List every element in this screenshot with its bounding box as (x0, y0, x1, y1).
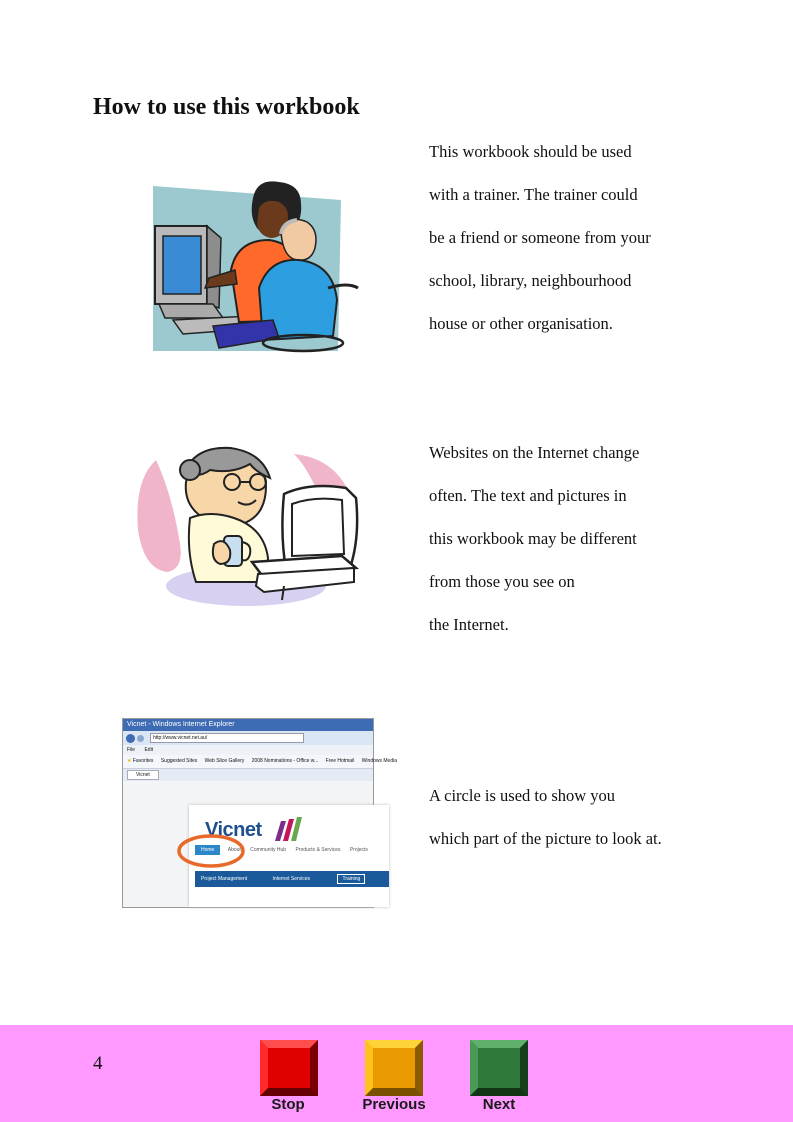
page-number: 4 (93, 1053, 103, 1074)
trainer-text (429, 142, 759, 357)
nav-community-hub: Community Hub (250, 847, 287, 853)
highlight-circle (173, 831, 253, 877)
trainer-clipart (153, 178, 358, 351)
favorites-star-icon: ★ (127, 758, 132, 764)
nav-products: Products & Services (295, 847, 341, 853)
woman-computer-clipart (134, 444, 366, 608)
page-title: How to use this workbook (93, 94, 360, 120)
stop-label[interactable]: Stop (271, 1096, 305, 1113)
text-line: with a trainer. The trainer could (429, 185, 638, 204)
subnav-project-management: Project Management (201, 876, 248, 882)
text-line: be a friend or someone from your (429, 228, 651, 247)
text-line: Websites on the Internet change (429, 443, 640, 462)
menu-bar (123, 745, 373, 755)
address-field: http://www.vicnet.net.au/ (150, 733, 304, 743)
tab-vicnet: Vicnet (127, 770, 159, 780)
text-line: often. The text and pictures in (429, 486, 627, 505)
text-line: the Internet. (429, 615, 509, 634)
web-slice-link: Web Slice Gallery (204, 758, 245, 764)
favorites-link: Favorites (132, 758, 154, 764)
subnav-training: Training (337, 874, 365, 884)
favorites-bar (123, 755, 397, 769)
text-line: This workbook should be used (429, 142, 632, 161)
text-line: this workbook may be different (429, 529, 637, 548)
previous-button[interactable] (365, 1040, 423, 1096)
page-viewport (123, 781, 373, 907)
websites-text (429, 443, 759, 658)
suggested-sites-link: Suggested Sites (160, 758, 198, 764)
next-label[interactable]: Next (482, 1096, 516, 1113)
tab-strip (123, 769, 373, 781)
browser-screenshot (122, 718, 397, 908)
menu-file: File (127, 747, 136, 753)
windows-media-link: Windows Media (361, 758, 397, 764)
circle-text (429, 786, 759, 872)
window-titlebar (123, 719, 373, 731)
forward-icon (137, 735, 144, 742)
back-icon (126, 734, 135, 743)
nav-about: About (227, 847, 241, 853)
text-line: which part of the picture to look at. (429, 829, 662, 848)
nav-projects: Projects (349, 847, 368, 853)
next-button[interactable] (470, 1040, 528, 1096)
address-bar-row (123, 731, 373, 745)
nominations-link: 2008 Nominations - Office w... (251, 758, 319, 764)
vicnet-logo: Vicnet (205, 819, 262, 841)
subnav-internet-services: Internet Services (272, 876, 311, 882)
text-line: house or other organisation. (429, 314, 613, 333)
nav-home: Home (195, 845, 220, 855)
text-line: school, library, neighbourhood (429, 271, 632, 290)
text-line: from those you see on (429, 572, 575, 591)
stop-button[interactable] (260, 1040, 318, 1096)
text-line: A circle is used to show you (429, 786, 616, 805)
previous-label[interactable]: Previous (362, 1096, 426, 1113)
hotmail-link: Free Hotmail (325, 758, 355, 764)
menu-edit: Edit (144, 747, 154, 753)
window-title: Vicnet - Windows Internet Explorer (127, 721, 235, 728)
logo-bars-icon (273, 815, 303, 841)
